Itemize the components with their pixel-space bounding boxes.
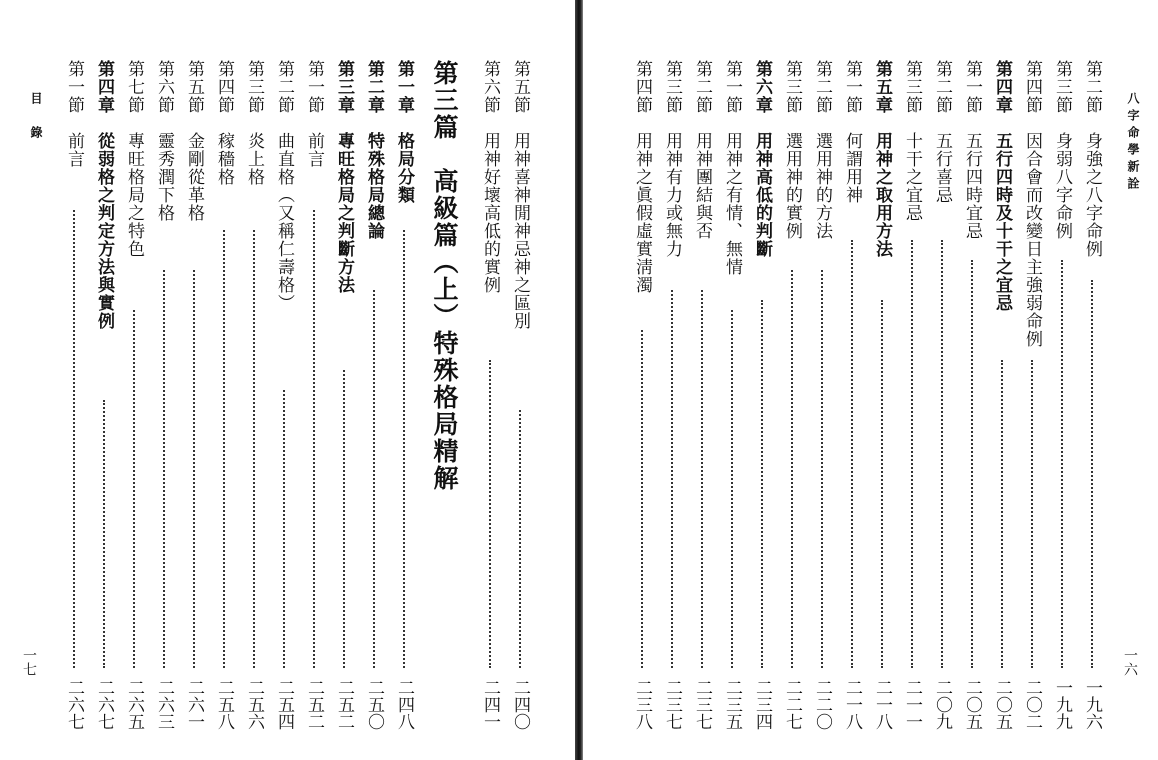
toc-entry-label: 第三節 身弱八字命例 [1052, 60, 1072, 240]
toc-entry-page: 二四〇 [510, 679, 530, 730]
toc-entry-page: 二四一 [480, 679, 500, 730]
toc-leader-dots [103, 400, 105, 668]
toc-entry-page: 二三七 [662, 679, 682, 730]
toc-leader-dots [163, 270, 165, 668]
toc-entry-label: 第四節 稼穡格 [214, 60, 234, 186]
toc-entry-page: 二六七 [94, 679, 114, 730]
toc-leader-dots [1091, 280, 1093, 668]
toc-entry-label: 第三節 炎上格 [244, 60, 264, 186]
toc-entry-page: 二二七 [782, 679, 802, 730]
toc-entry [870, 60, 896, 730]
toc-leader-dots [731, 310, 733, 668]
toc-entry-label: 第五章 用神之取用方法 [872, 60, 892, 258]
toc-leader-dots [911, 240, 913, 668]
toc-entry [690, 60, 716, 730]
right-page-number: 一六 [1122, 648, 1138, 676]
toc-leader-dots [941, 240, 943, 668]
toc-entry-label: 第一章 格局分類 [394, 60, 414, 204]
toc-entry [152, 60, 178, 730]
book-spine [575, 0, 583, 760]
toc-entry-label: 第二節 選用神的方法 [812, 60, 832, 240]
toc-leader-dots [971, 260, 973, 668]
toc-entry-page: 二五二 [304, 679, 324, 730]
toc-entry-label: 第二章 特殊格局總論 [364, 60, 384, 240]
toc-leader-dots [851, 240, 853, 668]
toc-entry-label: 第四章 從弱格之判定方法與實例 [94, 60, 114, 330]
toc-entry-label: 第一節 前言 [304, 60, 324, 168]
toc-entry [1050, 60, 1076, 730]
toc-leader-dots [403, 230, 405, 668]
right-page-header: 八字命學新詮 [1126, 92, 1140, 194]
toc-entry-label: 第六節 靈秀潤下格 [154, 60, 174, 222]
toc-entry-page: 二四八 [394, 679, 414, 730]
toc-leader-dots [313, 210, 315, 668]
toc-entry [930, 60, 956, 730]
toc-entry-label: 第四章 五行四時及十干之宜忌 [992, 60, 1012, 312]
toc-entry [660, 60, 686, 730]
toc-entry [392, 60, 418, 730]
toc-leader-dots [1031, 360, 1033, 668]
toc-entry [62, 60, 88, 730]
toc-entry [92, 60, 118, 730]
toc-entry [302, 60, 328, 730]
toc-entry-page: 二五四 [274, 679, 294, 730]
toc-entry [900, 60, 926, 730]
toc-entry-label: 第二節 身強之八字命例 [1082, 60, 1102, 258]
toc-entry [332, 60, 358, 730]
left-page [0, 0, 575, 760]
toc-entry [212, 60, 238, 730]
toc-leader-dots [343, 370, 345, 668]
toc-entry [362, 60, 388, 730]
toc-leader-dots [193, 270, 195, 668]
toc-entry [1080, 60, 1106, 730]
toc-entry-label: 第六章 用神高低的判斷 [752, 60, 772, 258]
toc-entry-page: 二一八 [842, 679, 862, 730]
toc-entry-page: 二〇五 [962, 679, 982, 730]
toc-entry-page: 二〇九 [932, 679, 952, 730]
toc-leader-dots [133, 310, 135, 668]
toc-entry-label: 第一節 用神之有情、無情 [722, 60, 742, 276]
toc-entry-label: 第三節 用神有力或無力 [662, 60, 682, 258]
toc-entry-page: 二六五 [124, 679, 144, 730]
toc-entry [242, 60, 268, 730]
toc-entry-label: 第四節 用神之眞假虛實淸濁 [632, 60, 652, 294]
toc-entry-label: 第一節 前言 [64, 60, 84, 168]
toc-entry-label: 第二節 五行喜忌 [932, 60, 952, 204]
toc-part-label: 第三篇 高級篇（上）特殊格局精解 [430, 60, 459, 492]
toc-entry-page: 二〇二 [1022, 679, 1042, 730]
toc-leader-dots [791, 270, 793, 668]
toc-entry [720, 60, 746, 730]
left-page-number: 一七 [21, 648, 37, 676]
toc-entry [810, 60, 836, 730]
toc-leader-dots [761, 300, 763, 668]
toc-entry-page: 二三四 [752, 679, 772, 730]
toc-entry-label: 第三節 選用神的實例 [782, 60, 802, 240]
toc-entry-page: 二六七 [64, 679, 84, 730]
toc-entry-page: 一九九 [1052, 679, 1072, 730]
toc-entry-label: 第二節 用神團結與否 [692, 60, 712, 240]
toc-leader-dots [1001, 360, 1003, 668]
toc-entry [840, 60, 866, 730]
toc-leader-dots [253, 230, 255, 668]
toc-entry [780, 60, 806, 730]
toc-entry-label: 第四節 因合會而改變日主強弱命例 [1022, 60, 1042, 348]
toc-leader-dots [1061, 260, 1063, 668]
toc-entry [750, 60, 776, 730]
toc-leader-dots [671, 290, 673, 668]
toc-entry-page: 二五二 [334, 679, 354, 730]
toc-leader-dots [881, 300, 883, 668]
right-page [583, 0, 1158, 760]
toc-entry [478, 60, 504, 730]
toc-entry-label: 第七節 專旺格局之特色 [124, 60, 144, 258]
toc-entry-page: 二三八 [632, 679, 652, 730]
toc-leader-dots [489, 360, 491, 668]
toc-entry-page: 二五八 [214, 679, 234, 730]
toc-leader-dots [641, 330, 643, 668]
toc-entry [508, 60, 534, 730]
toc-entry-label: 第一節 五行四時宜忌 [962, 60, 982, 240]
toc-leader-dots [283, 390, 285, 668]
toc-entry-label: 第三章 專旺格局之判斷方法 [334, 60, 354, 294]
toc-entry-page: 二五六 [244, 679, 264, 730]
toc-entry [960, 60, 986, 730]
toc-entry-page: 二三五 [722, 679, 742, 730]
toc-leader-dots [701, 290, 703, 668]
toc-entry-label: 第五節 金剛從革格 [184, 60, 204, 222]
toc-leader-dots [821, 270, 823, 668]
toc-entry-label: 第二節 曲直格（又稱仁壽格） [274, 60, 294, 312]
toc-entry-label: 第三節 十干之宜忌 [902, 60, 922, 222]
toc-entry [990, 60, 1016, 730]
toc-entry-label: 第五節 用神喜神閒神忌神之區別 [510, 60, 530, 330]
toc-leader-dots [73, 210, 75, 668]
toc-entry-page: 一九六 [1082, 679, 1102, 730]
toc-entry-page: 二六三 [154, 679, 174, 730]
toc-entry-page: 二〇五 [992, 679, 1012, 730]
toc-entry [1020, 60, 1046, 730]
toc-entry-page: 二五〇 [364, 679, 384, 730]
toc-entry-page: 二六一 [184, 679, 204, 730]
toc-entry [182, 60, 208, 730]
toc-part-heading [432, 60, 464, 730]
toc-leader-dots [519, 410, 521, 668]
toc-leader-dots [373, 290, 375, 668]
toc-leader-dots [223, 230, 225, 668]
toc-entry [630, 60, 656, 730]
toc-entry [122, 60, 148, 730]
toc-entry-page: 二一八 [872, 679, 892, 730]
toc-entry-page: 二一一 [902, 679, 922, 730]
toc-entry [272, 60, 298, 730]
toc-entry-label: 第六節 用神好壞高低的實例 [480, 60, 500, 294]
left-page-header: 目 錄 [29, 92, 43, 143]
toc-entry-page: 二三七 [692, 679, 712, 730]
toc-entry-label: 第一節 何謂用神 [842, 60, 862, 204]
toc-entry-page: 二二〇 [812, 679, 832, 730]
